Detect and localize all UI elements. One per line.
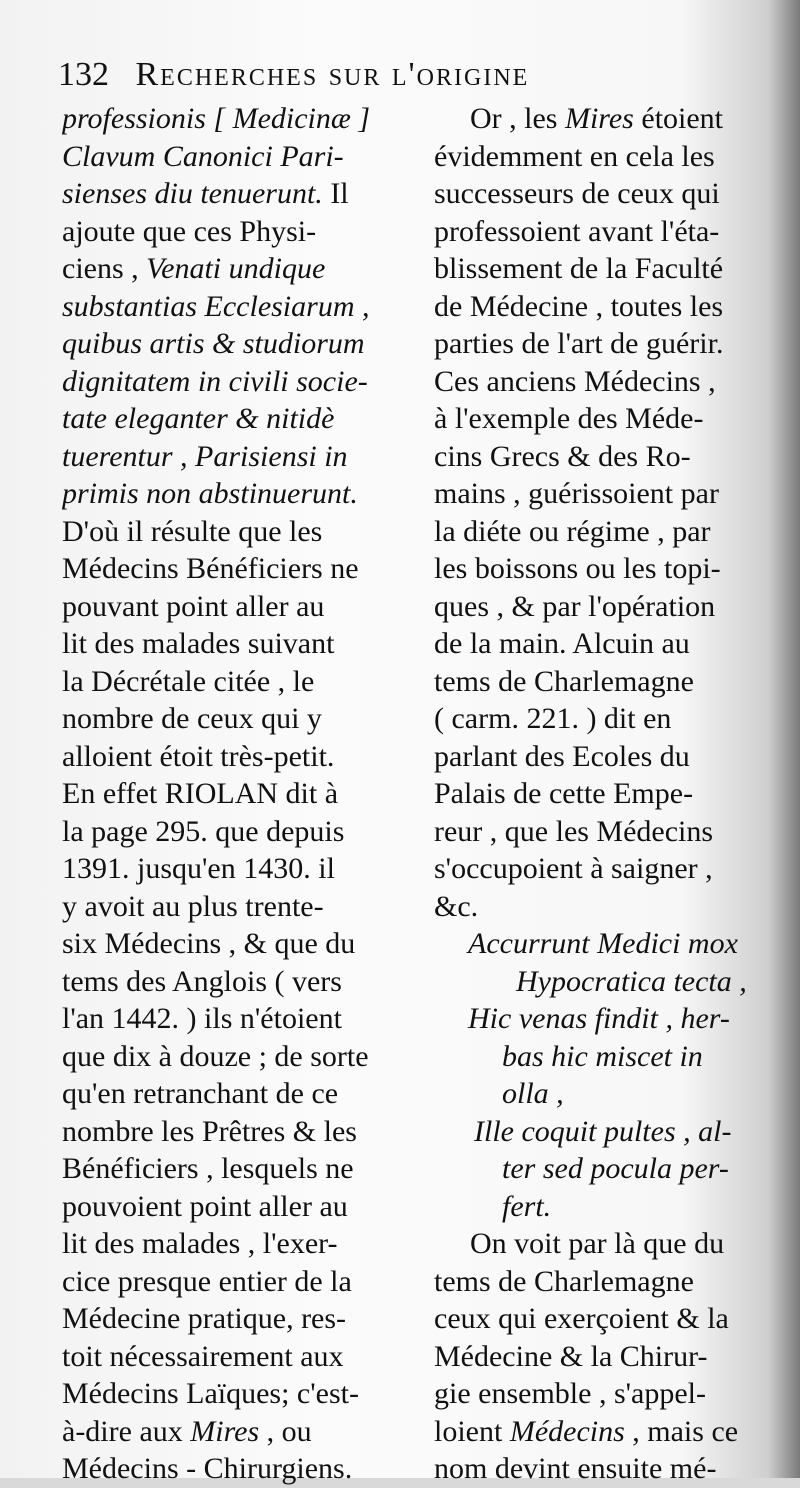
text-line: lit des malades , l'exer- xyxy=(62,1227,338,1260)
text-line: En effet RIOLAN dit à xyxy=(62,777,339,810)
text-line: tems de Charlemagne xyxy=(434,1264,694,1298)
text-line: de Médecine , toutes les xyxy=(434,289,724,323)
text-line: y avoit au plus trente- xyxy=(62,889,324,923)
text-line: tems de Charlemagne xyxy=(434,664,694,698)
text-segment: , ou xyxy=(259,1414,312,1448)
text-segment: , mais ce xyxy=(624,1414,739,1448)
text-segment: à-dire aux xyxy=(62,1414,191,1448)
text-line: toit nécessairement aux xyxy=(62,1339,344,1373)
text-line: qu'en retranchant de ce xyxy=(62,1077,339,1110)
text-line: cice presque entier de la xyxy=(62,1264,352,1298)
text-line: blissement de la Faculté xyxy=(434,252,724,285)
text-line: de la main. Alcuin au xyxy=(434,627,690,660)
text-segment: Or , les xyxy=(470,102,565,135)
text-line: ter sed pocula per- xyxy=(502,1152,729,1185)
text-segment: Il xyxy=(322,177,349,210)
text-line xyxy=(62,1413,414,1451)
text-segment: Mires xyxy=(564,102,634,135)
page-number: 132 xyxy=(58,56,109,93)
text-line: nombre les Prêtres & les xyxy=(62,1114,357,1148)
running-header xyxy=(58,52,698,98)
text-line: parlant des Ecoles du xyxy=(434,739,690,773)
text-line: Ces anciens Médecins , xyxy=(434,364,716,398)
text-line: Ille coquit pultes , al- xyxy=(474,1114,732,1148)
text-line: gie ensemble , s'appel- xyxy=(434,1377,706,1410)
text-line: la diéte ou régime , par xyxy=(434,514,711,548)
text-line: pouvoient point aller au xyxy=(62,1189,348,1223)
text-line: successeurs de ceux qui xyxy=(434,177,720,210)
text-segment: Venati undique xyxy=(146,252,326,285)
left-text-column xyxy=(62,100,414,1488)
text-line: professoient avant l'éta- xyxy=(434,214,720,248)
text-line: nombre de ceux qui y xyxy=(62,702,322,735)
text-line: reur , que les Médecins xyxy=(434,814,714,848)
text-line: Palais de cette Empe- xyxy=(434,777,694,810)
text-line: lit des malades suivant xyxy=(62,627,335,660)
running-title: Recherches sur l'origine xyxy=(135,56,530,93)
text-line xyxy=(434,100,760,138)
text-line: à l'exemple des Méde- xyxy=(434,402,704,435)
text-line: ceux qui exerçoient & la xyxy=(434,1302,729,1335)
text-line: alloient étoit très-petit. xyxy=(62,739,335,773)
text-line: bas hic miscet in xyxy=(502,1039,703,1073)
text-line: tems des Anglois ( vers xyxy=(62,964,342,998)
text-line: évidemment en cela les xyxy=(434,139,715,173)
text-line: parties de l'art de guérir. xyxy=(434,327,724,360)
text-line: ( carm. 221. ) dit en xyxy=(434,702,672,735)
text-line: Accurrunt Medici mox xyxy=(468,927,738,960)
text-segment: Médecins xyxy=(509,1414,625,1448)
text-line: six Médecins , & que du xyxy=(62,927,356,960)
text-line: D'où il résulte que les xyxy=(62,514,323,548)
text-line: Médecins - Chirurgiens. xyxy=(62,1452,353,1485)
text-line: ajoute que ces Physi- xyxy=(62,214,317,248)
text-line: Hypocratica tecta , xyxy=(516,964,747,998)
text-line: Médecine pratique, res- xyxy=(62,1302,347,1335)
text-line: &c. xyxy=(434,889,479,923)
text-line xyxy=(434,1413,760,1451)
text-line: ques , & par l'opération xyxy=(434,589,716,623)
text-segment: Mires xyxy=(190,1414,260,1448)
text-segment: ciens , xyxy=(62,252,147,285)
text-line: fert. xyxy=(502,1189,552,1223)
text-line: nom devint ensuite mé- xyxy=(434,1452,717,1485)
text-line: substantias Ecclesiarum , xyxy=(62,289,370,323)
text-line: Clavum Canonici Pari- xyxy=(62,139,344,173)
text-line: Hic venas findit , her- xyxy=(468,1002,730,1035)
text-line: l'an 1442. ) ils n'étoient xyxy=(62,1002,342,1035)
text-line: olla , xyxy=(502,1077,564,1110)
text-line: primis non abstinuerunt. xyxy=(62,477,358,510)
text-segment: étoient xyxy=(633,102,724,135)
text-line xyxy=(62,250,414,288)
text-line: quibus artis & studiorum xyxy=(62,327,365,360)
text-line: la Décrétale citée , le xyxy=(62,664,315,698)
text-line: Médecins Bénéficiers ne xyxy=(62,552,359,585)
text-line: mains , guérissoient par xyxy=(434,477,719,510)
text-segment: sienses diu tenuerunt. xyxy=(62,177,323,210)
text-line: 1391. jusqu'en 1430. il xyxy=(62,852,335,885)
text-line xyxy=(62,175,414,213)
text-line: tate eleganter & nitidè xyxy=(62,402,335,435)
text-line: cins Grecs & des Ro- xyxy=(434,439,691,473)
text-line: la page 295. que depuis xyxy=(62,814,345,848)
text-line: On voit par là que du xyxy=(470,1227,725,1260)
text-segment: loient xyxy=(434,1414,510,1448)
text-line: professionis [ Medicinæ ] xyxy=(62,102,371,135)
text-line: s'occupoient à saigner , xyxy=(434,852,713,885)
text-line: dignitatem in civili socie- xyxy=(62,364,368,398)
text-line: pouvant point aller au xyxy=(62,589,325,623)
text-line: les boissons ou les topi- xyxy=(434,552,721,585)
text-line: Médecins Laïques; c'est- xyxy=(62,1377,359,1410)
text-line: que dix à douze ; de sorte xyxy=(62,1039,369,1073)
right-text-column xyxy=(434,100,760,1488)
text-line: tuerentur , Parisiensi in xyxy=(62,439,348,473)
text-line: Bénéficiers , lesquels ne xyxy=(62,1152,354,1185)
text-line: Médecine & la Chirur- xyxy=(434,1339,708,1373)
